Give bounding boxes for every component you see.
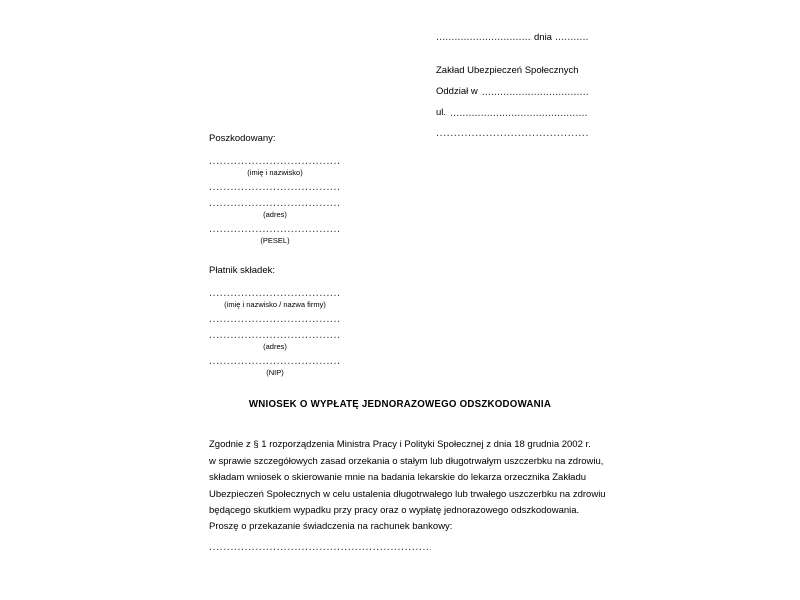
injured-party-name-line xyxy=(209,156,341,166)
body-line: w sprawie szczegółowych zasad orzekania o stałym lub długotrwałym uszczerbku na zdrowiu, xyxy=(209,455,604,467)
injured-party-name-caption: (imię i nazwisko) xyxy=(247,168,303,177)
street-fill-dots[interactable] xyxy=(450,108,588,119)
contribution-payer-address-fill-dots-1[interactable] xyxy=(209,314,341,324)
contribution-payer-title: Płatnik składek: xyxy=(209,265,276,276)
branch-fill-dots[interactable] xyxy=(482,87,588,98)
institution-name: Zakład Ubezpieczeń Społecznych xyxy=(436,65,579,76)
body-line: składam wniosek o skierowanie mnie na badania lekarskie do lekarza orzecznika Zakładu xyxy=(209,472,587,484)
street-label: ul. xyxy=(436,107,447,118)
bank-account-number-line xyxy=(209,542,431,552)
injured-party-title: Poszkodowany: xyxy=(209,133,276,144)
bank-request-text: Proszę o przekazanie świadczenia na rachunek bankowy: xyxy=(209,521,453,532)
contribution-payer-nip-caption: (NIP) xyxy=(266,368,284,377)
injured-party-block xyxy=(209,133,341,250)
bank-account-request-block xyxy=(209,521,453,552)
date-fill-dots[interactable] xyxy=(555,32,588,43)
contribution-payer-nip-fill-dots[interactable] xyxy=(209,356,341,366)
injured-party-address-caption: (adres) xyxy=(263,210,287,219)
contribution-payer-name-fill-dots[interactable] xyxy=(209,288,341,298)
place-and-date-line xyxy=(436,30,588,43)
branch-field xyxy=(436,85,588,98)
place-fill-dots[interactable] xyxy=(436,32,532,43)
injured-party-address-line-2 xyxy=(209,198,341,208)
injured-party-address-fill-dots-1[interactable] xyxy=(209,182,341,192)
contribution-payer-address-line-1 xyxy=(209,314,341,324)
injured-party-pesel-caption: (PESEL) xyxy=(260,236,290,245)
contribution-payer-address-line-2 xyxy=(209,330,341,340)
date-label: dnia xyxy=(534,32,552,43)
contribution-payer-name-line xyxy=(209,288,341,298)
branch-label: Oddział w xyxy=(436,86,478,97)
document-title: WNIOSEK O WYPŁATĘ JEDNORAZOWEGO ODSZKODOWANIA xyxy=(248,399,552,410)
contribution-payer-name-caption: (imię i nazwisko / nazwa firmy) xyxy=(224,300,326,309)
injured-party-address-fill-dots-2[interactable] xyxy=(209,198,341,208)
injured-party-pesel-line xyxy=(209,224,341,234)
contribution-payer-address-fill-dots-2[interactable] xyxy=(209,330,341,340)
injured-party-address-line-1 xyxy=(209,182,341,192)
address-extra-fill-dots[interactable] xyxy=(436,128,588,138)
address-extra-line xyxy=(436,128,588,138)
body-paragraph xyxy=(209,437,606,520)
header-recipient-block xyxy=(436,30,588,138)
body-line: będącego skutkiem wypadku przy pracy oraz o wypłatę jednorazowego odszkodowania. xyxy=(209,505,580,517)
body-line: Ubezpieczeń Społecznych w celu ustalenia długotrwałego lub trwałego uszczerbku na zdrowiu xyxy=(209,488,606,500)
contribution-payer-address-caption: (adres) xyxy=(263,342,287,351)
bank-account-fill-dots[interactable] xyxy=(209,542,431,552)
contribution-payer-block xyxy=(209,265,341,382)
body-line: Zgodnie z § 1 rozporządzenia Ministra Pracy i Polityki Społecznej z dnia 18 grudnia 2002 r. xyxy=(209,439,591,450)
contribution-payer-nip-line xyxy=(209,356,341,366)
injured-party-name-fill-dots[interactable] xyxy=(209,156,341,166)
injured-party-pesel-fill-dots[interactable] xyxy=(209,224,341,234)
street-field xyxy=(436,106,588,119)
